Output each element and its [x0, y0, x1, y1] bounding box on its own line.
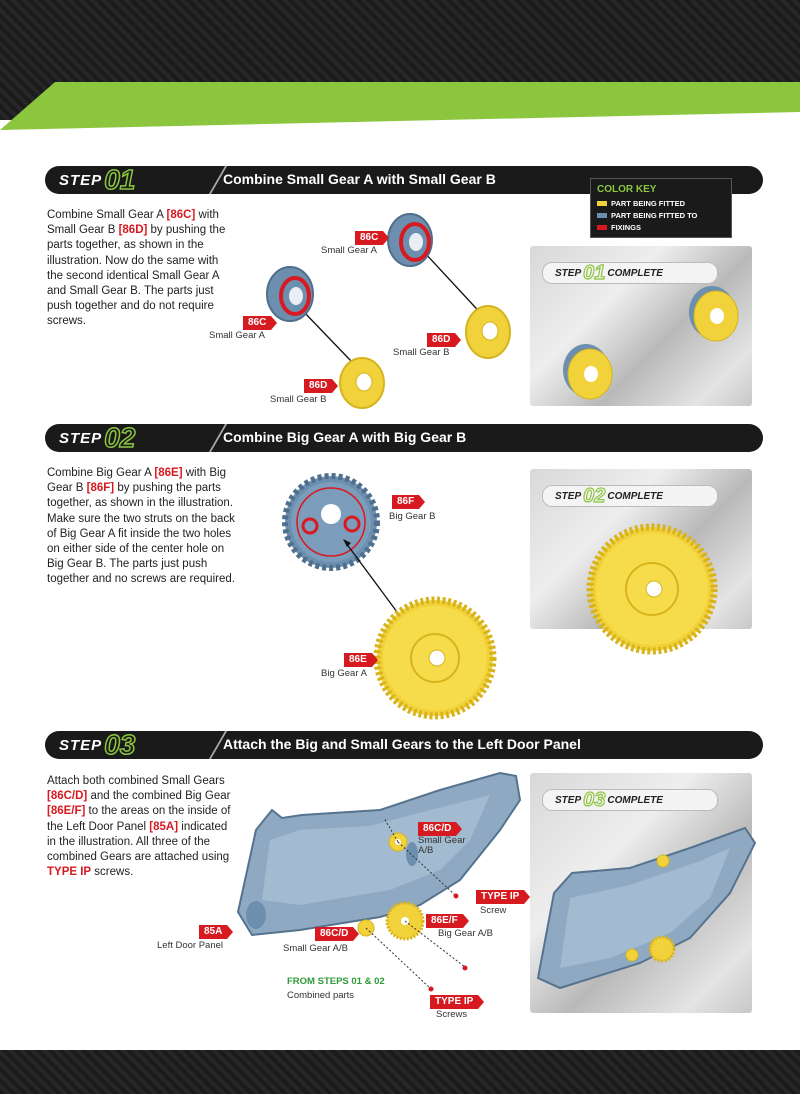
callout-typeip-label: Screws [436, 1009, 468, 1020]
color-key-item: PART BEING FITTED TO [597, 211, 697, 220]
step-01-instructions: Combine Small Gear A [86C] with Small Gear B [86D] by pushing the parts together, as shown in the illustration. Now do the same with the second identical Small Gear A and Small Gear B. The parts just push together and do not require screws. [47, 209, 226, 328]
callout-86cd-label: Small Gear A/B [283, 943, 348, 954]
step-03-title: Attach the Big and Small Gears to the Left Door Panel [223, 736, 581, 752]
step-03-instructions: Attach both combined Small Gears [86C/D] and the combined Big Gear [86E/F] to the areas on the inside of the Left Door Panel [85A] indicated in the illustration. All three of the combined Gears are attached using TYPE IP screws. [47, 775, 231, 879]
callout-86c-tag: 86C [355, 231, 383, 245]
step-01-title: Combine Small Gear A with Small Gear B [223, 171, 496, 187]
step-03-logo: STEP 03 [59, 729, 136, 760]
callout-86f-tag: 86F [392, 495, 419, 509]
callout-86c-label: Small Gear A [321, 245, 377, 256]
step-02-title: Combine Big Gear A with Big Gear B [223, 429, 467, 445]
callout-86cd-label: Small Gear A/B [418, 835, 466, 856]
callout-86ef-tag: 86E/F [426, 914, 463, 928]
callout-86cd-tag: 86C/D [315, 927, 353, 941]
step-02-instructions: Combine Big Gear A [86E] with Big Gear B [86F] by pushing the parts together, as shown in the illustration. Make sure the two struts on the back of Big Gear A fit inside the two holes on either side of the center hole on Big Gear B. The parts just push together and no screws are required. [47, 467, 235, 586]
callout-86d-label: Small Gear B [393, 347, 450, 358]
callout-86e-tag: 86E [344, 653, 372, 667]
step-02-logo: STEP 02 [59, 422, 136, 453]
combined-parts-label: Combined parts [287, 990, 355, 1001]
step-03-complete-panel [530, 773, 752, 1013]
callout-86e-label: Big Gear A [321, 668, 367, 679]
callout-86d-label: Small Gear B [270, 394, 327, 405]
callout-86cd-tag: 86C/D [418, 822, 456, 836]
callout-86ef-label: Big Gear A/B [438, 928, 493, 939]
step-01-logo: STEP 01 [59, 164, 136, 195]
callout-86c-tag: 86C [243, 316, 271, 330]
callout-86d-tag: 86D [427, 333, 455, 347]
step-03-complete-image [530, 773, 752, 1013]
step-02-complete-badge: STEP 02 COMPLETE [542, 485, 718, 507]
step-03-complete-badge: STEP 03 COMPLETE [542, 789, 718, 811]
color-key: COLOR KEY PART BEING FITTED PART BEING FITTED TO FIXINGS [590, 178, 732, 238]
callout-86d-tag: 86D [304, 379, 332, 393]
callout-typeip-tag: TYPE IP [430, 995, 478, 1009]
callout-85a-label: Left Door Panel [157, 940, 224, 951]
callout-typeip-label: Screw [480, 905, 507, 916]
from-steps-label: FROM STEPS 01 & 02 [287, 976, 385, 987]
callout-86f-label: Big Gear B [389, 511, 436, 522]
color-key-item: PART BEING FITTED [597, 199, 685, 208]
callout-85a-tag: 85A [199, 925, 227, 939]
step-01-complete-badge: STEP 01 COMPLETE [542, 262, 718, 284]
callout-86c-label: Small Gear A [209, 330, 265, 341]
color-key-item: FIXINGS [597, 223, 641, 232]
callout-typeip-tag: TYPE IP [476, 890, 524, 904]
